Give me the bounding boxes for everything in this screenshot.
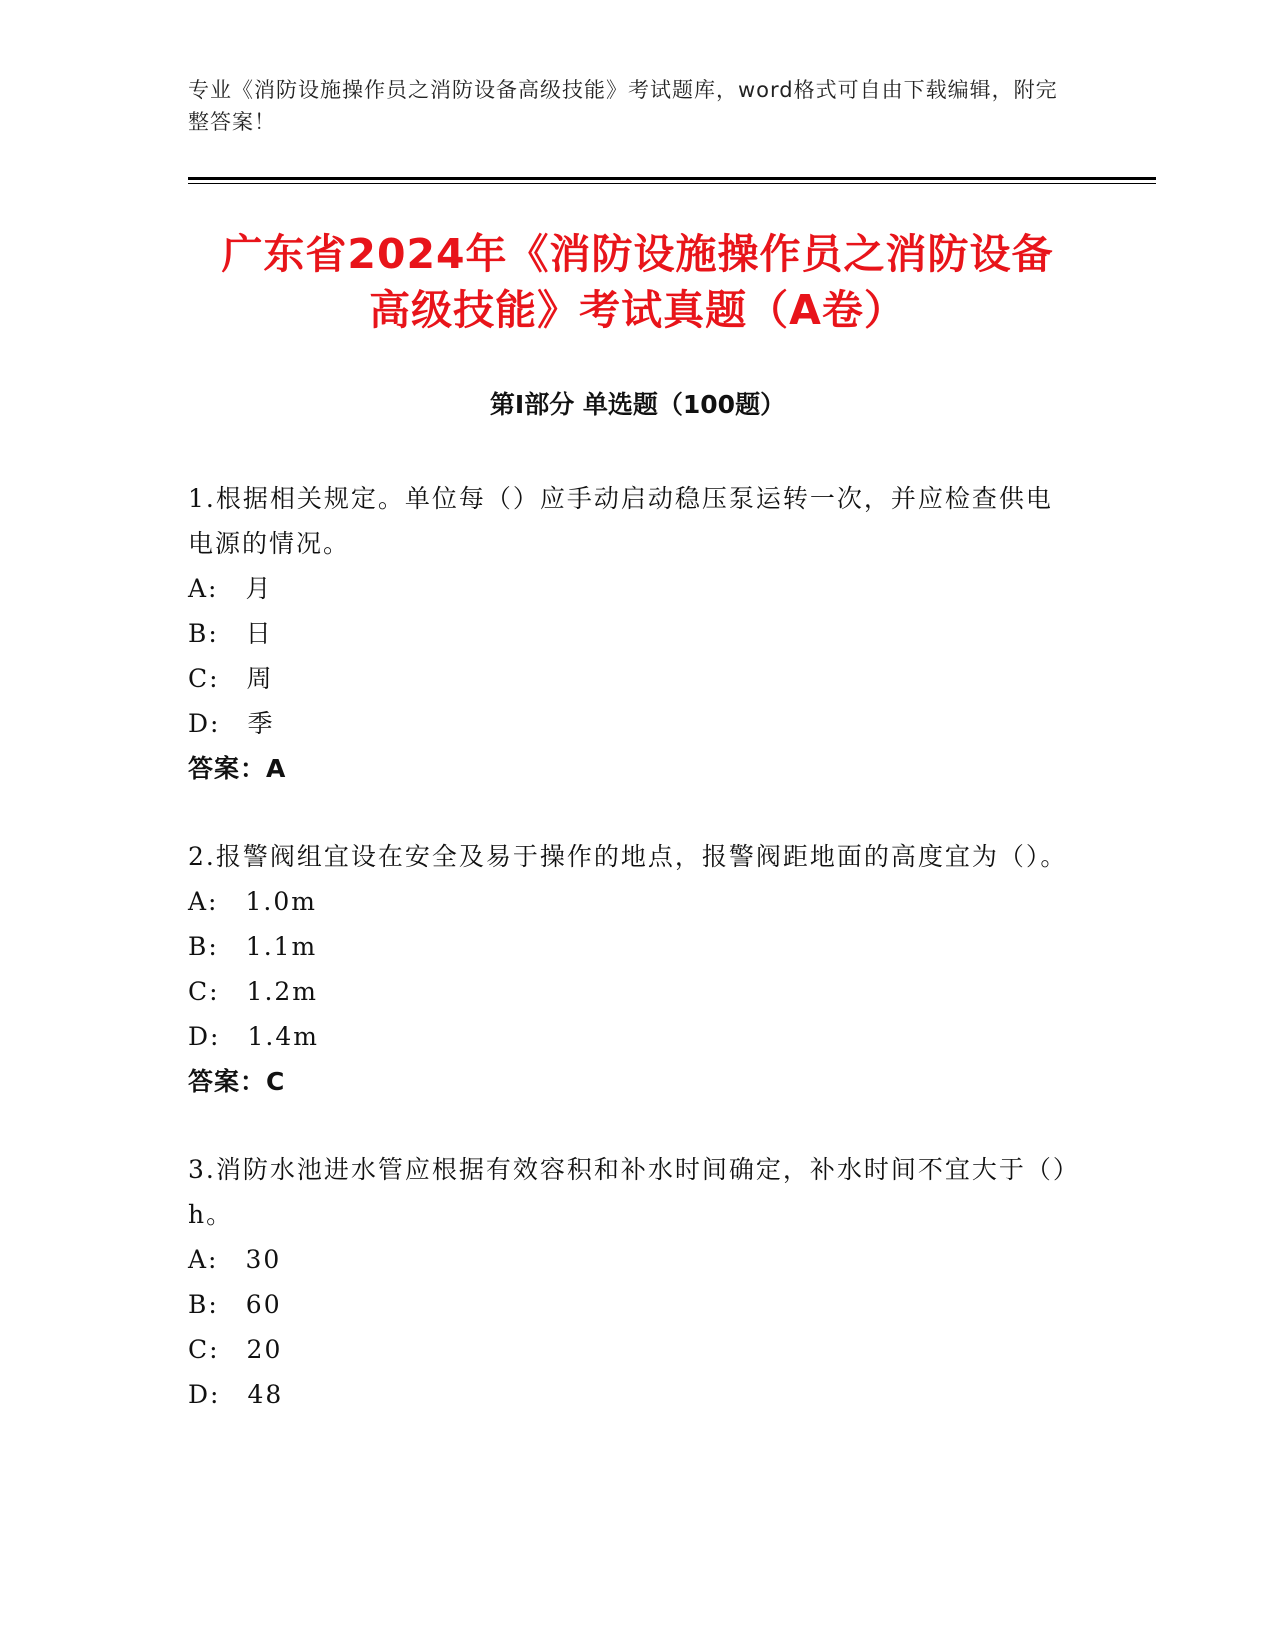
question-2 [188,834,1068,1104]
option-c: C: 周 [188,664,274,693]
question-list [188,476,1068,1460]
document-title-line-1: 广东省2024年《消防设施操作员之消防设备 [221,230,1054,278]
question-stem: 2.报警阀组宜设在安全及易于操作的地点，报警阀距地面的高度宜为（）。 [188,842,1068,871]
option-b: B: 日 [188,619,273,648]
option-a: A: 月 [188,574,273,603]
answer: 答案：C [188,1067,286,1096]
answer: 答案：A [188,754,287,783]
option-b: B: 1.1m [188,932,318,961]
option-d: D: 季 [188,709,275,738]
question-3 [188,1147,1068,1417]
question-1 [188,476,1068,791]
document-title-line-2: 高级技能》考试真题（A卷） [369,286,906,334]
section-title: 第I部分 单选题（100题） [489,390,786,419]
document-title [150,226,1125,338]
option-a: A: 1.0m [188,887,317,916]
header-rule-thick [188,177,1156,180]
option-c: C: 20 [188,1335,283,1364]
option-d: D: 1.4m [188,1022,319,1051]
option-b: B: 60 [188,1290,282,1319]
header-note: 专业《消防设施操作员之消防设备高级技能》考试题库，word格式可自由下载编辑，附完整答案！ [188,78,1058,134]
header-rule-thin [188,183,1156,184]
question-stem: 1.根据相关规定。单位每（）应手动启动稳压泵运转一次，并应检查供电电源的情况。 [188,484,1053,558]
option-d: D: 48 [188,1380,284,1409]
option-a: A: 30 [188,1245,282,1274]
option-c: C: 1.2m [188,977,319,1006]
question-stem: 3.消防水池进水管应根据有效容积和补水时间确定，补水时间不宜大于（）h。 [188,1155,1068,1229]
